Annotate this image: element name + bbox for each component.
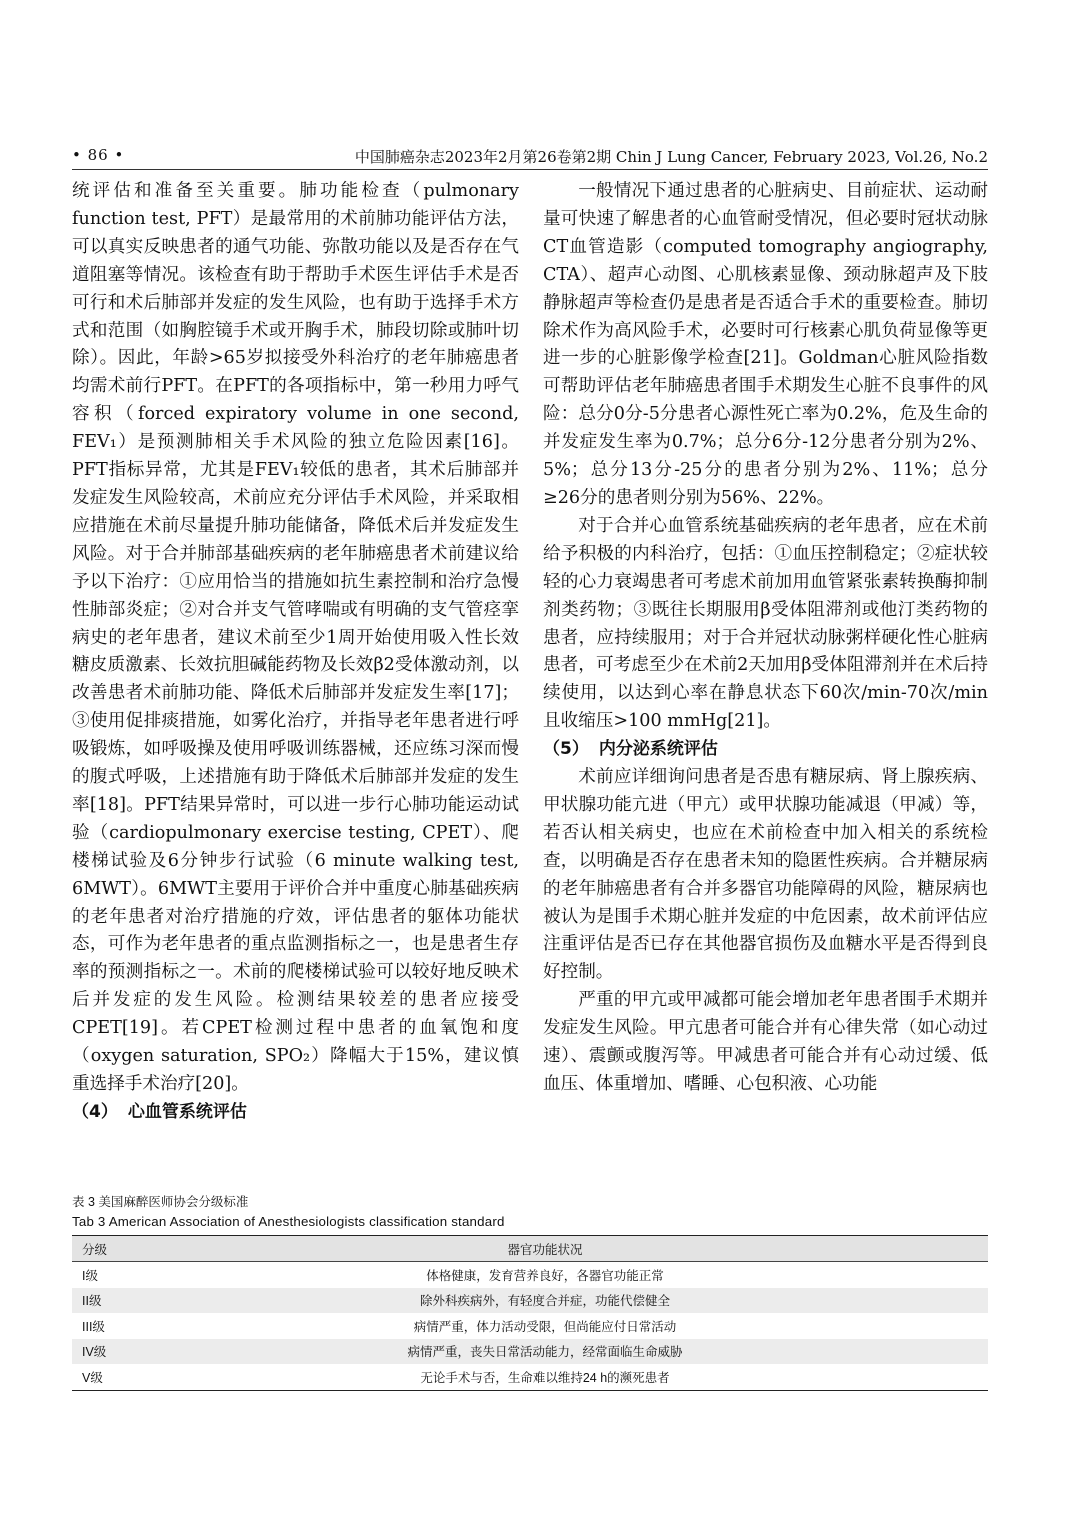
paragraph: 严重的甲亢或甲减都可能会增加老年患者围手术期并发症发生风险。甲亢患者可能合并有心律失常（如心动过速）、震颤或腹泻等。甲减患者可能合并有心动过缓、低血压、体重增加、嗜睡、心包积液、心功能 <box>543 990 988 1094</box>
journal-citation: 中国肺癌杂志2023年2月第26卷第2期 Chin J Lung Cancer, February 2023, Vol.26, No.2 <box>354 148 988 166</box>
left-column <box>72 178 519 1127</box>
status-cell: 无论手术与否，生命难以维持24 h的濒死患者 <box>420 1370 670 1385</box>
status-cell: 病情严重，体力活动受限，但尚能应付日常活动 <box>413 1319 677 1334</box>
page-number: • 86 • <box>72 146 125 164</box>
column-header-grade: 分级 <box>82 1242 108 1257</box>
table-header-row <box>72 1236 988 1262</box>
right-column <box>543 178 988 1099</box>
section-heading <box>72 1099 519 1127</box>
grade-cell: I级 <box>82 1268 98 1283</box>
section-number: （5） <box>543 739 589 760</box>
grade-cell: II级 <box>82 1294 102 1309</box>
paragraph: 统评估和准备至关重要。肺功能检查（pulmonary function test, PFT）是最常用的术前肺功能评估方法，可以真实反映患者的通气功能、弥散功能以及是否存在气道阻塞等情况。该检查有助于帮助手术医生评估手术是否可行和术后肺部并发症的发生风险，也有助于选择手术方式和范围（如胸腔镜手术或开胸手术，肺段切除或肺叶切除）。因此，年龄>65岁拟接受外科治疗的老年肺癌患者均需术前行PFT。在PFT的各项指标中，第一秒用力呼气容积（forced expiratory volume in one second, FEV₁）是预测肺相关手术风险的独立危险因素[16]。PFT指标异常，尤其是FEV₁较低的患者，其术后肺部并发症发生风险较高，术前应充分评估手术风险，并采取相应措施在术前尽量提升肺功能储备，降低术后并发症发生风险。对于合并肺部基础疾病的老年肺癌患者术前建议给予以下治疗：①应用恰当的措施如抗生素控制和治疗急慢性肺部炎症；②对合并支气管哮喘或有明确的支气管痉挛病史的老年患者，建议术前至少1周开始使用吸入性长效糖皮质激素、长效抗胆碱能药物及长效β2受体激动剂，以改善患者术前肺功能、降低术后肺部并发症发生率[17]；③使用促排痰措施，如雾化治疗，并指导老年患者进行呼吸锻炼，如呼吸操及使用呼吸训练器械，还应练习深而慢的腹式呼吸，上述措施有助于降低术后肺部并发症的发生率[18]。PFT结果异常时，可以进一步行心肺功能运动试验（cardiopulmonary exercise testing, CPET）、爬楼梯试验及6分钟步行试验（6 minute walking test, 6MWT）。6MWT主要用于评价合并中重度心肺基础疾病的老年患者对治疗措施的疗效，评估患者的躯体功能状态，可作为老年患者的重点监测指标之一，也是患者生存率的预测指标之一。术前的爬楼梯试验可以较好地反映术后并发症的发生风险。检测结果较差的患者应接受CPET[19]。若CPET检测过程中患者的血氧饱和度（oxygen saturation, SPO₂）降幅大于15%，建议慎重选择手术治疗[20]。 <box>72 181 519 1094</box>
running-header <box>72 146 988 168</box>
paragraph: 术前应详细询问患者是否患有糖尿病、肾上腺疾病、甲状腺功能亢进（甲亢）或甲状腺功能减退（甲减）等，若否认相关病史，也应在术前检查中加入相关的系统检查，以明确是否存在患者未知的隐匿性疾病。合并糖尿病的老年肺癌患者有合并多器官功能障碍的风险，糖尿病也被认为是围手术期心脏并发症的中危因素，故术前评估应注重评估是否已存在其他器官损伤及血糖水平是否得到良好控制。 <box>543 767 988 983</box>
section-title: 内分泌系统评估 <box>598 739 718 760</box>
section-heading <box>543 736 988 764</box>
column-header-status: 器官功能状况 <box>507 1242 583 1257</box>
status-cell: 除外科疾病外，有轻度合并症，功能代偿健全 <box>419 1294 670 1309</box>
header-rule <box>72 169 988 170</box>
status-cell: 体格健康，发育营养良好，各器官功能正常 <box>426 1268 664 1283</box>
grade-cell: III级 <box>82 1319 105 1334</box>
table-row <box>72 1364 988 1390</box>
table-caption-cn: 表 3 美国麻醉医师协会分级标准 <box>72 1195 249 1209</box>
table-row <box>72 1288 988 1314</box>
grade-cell: IV级 <box>82 1345 107 1360</box>
table-caption-en: Tab 3 American Association of Anesthesiologists classification standard <box>72 1214 505 1229</box>
table-row <box>72 1339 988 1365</box>
table-row <box>72 1262 988 1288</box>
table-block <box>72 1193 988 1391</box>
table-row <box>72 1313 988 1339</box>
status-cell: 病情严重，丧失日常活动能力，经常面临生命威胁 <box>407 1345 683 1360</box>
asa-classification-table <box>72 1235 988 1391</box>
section-title: 心血管系统评估 <box>127 1101 247 1122</box>
section-number: （4） <box>72 1101 118 1122</box>
grade-cell: V级 <box>82 1370 103 1385</box>
paragraph: 一般情况下通过患者的心脏病史、目前症状、运动耐量可快速了解患者的心血管耐受情况，但必要时冠状动脉CT血管造影（computed tomography angiography, CTA）、超声心动图、心肌核素显像、颈动脉超声及下肢静脉超声等检查仍是患者是否适合手术的重要检查。肺切除术作为高风险手术，必要时可行核素心肌负荷显像等更进一步的心脏影像学检查[21]。Goldman心脏风险指数可帮助评估老年肺癌患者围手术期发生心脏不良事件的风险：总分0分-5分患者心源性死亡率为0.2%，危及生命的并发症发生率为0.7%；总分6分-12分患者分别为2%、5%；总分13分-25分的患者分别为2%、11%；总分≥26分的患者则分别为56%、22%。 <box>543 181 988 508</box>
paragraph: 对于合并心血管系统基础疾病的老年患者，应在术前给予积极的内科治疗，包括：①血压控制稳定；②症状较轻的心力衰竭患者可考虑术前加用血管紧张素转换酶抑制剂类药物；③既往长期服用β受体阻滞剂或他汀类药物的患者，应持续服用；对于合并冠状动脉粥样硬化性心脏病患者，可考虑至少在术前2天加用β受体阻滞剂并在术后持续使用，以达到心率在静息状态下60次/min-70次/min且收缩压>100 mmHg[21]。 <box>543 515 988 732</box>
